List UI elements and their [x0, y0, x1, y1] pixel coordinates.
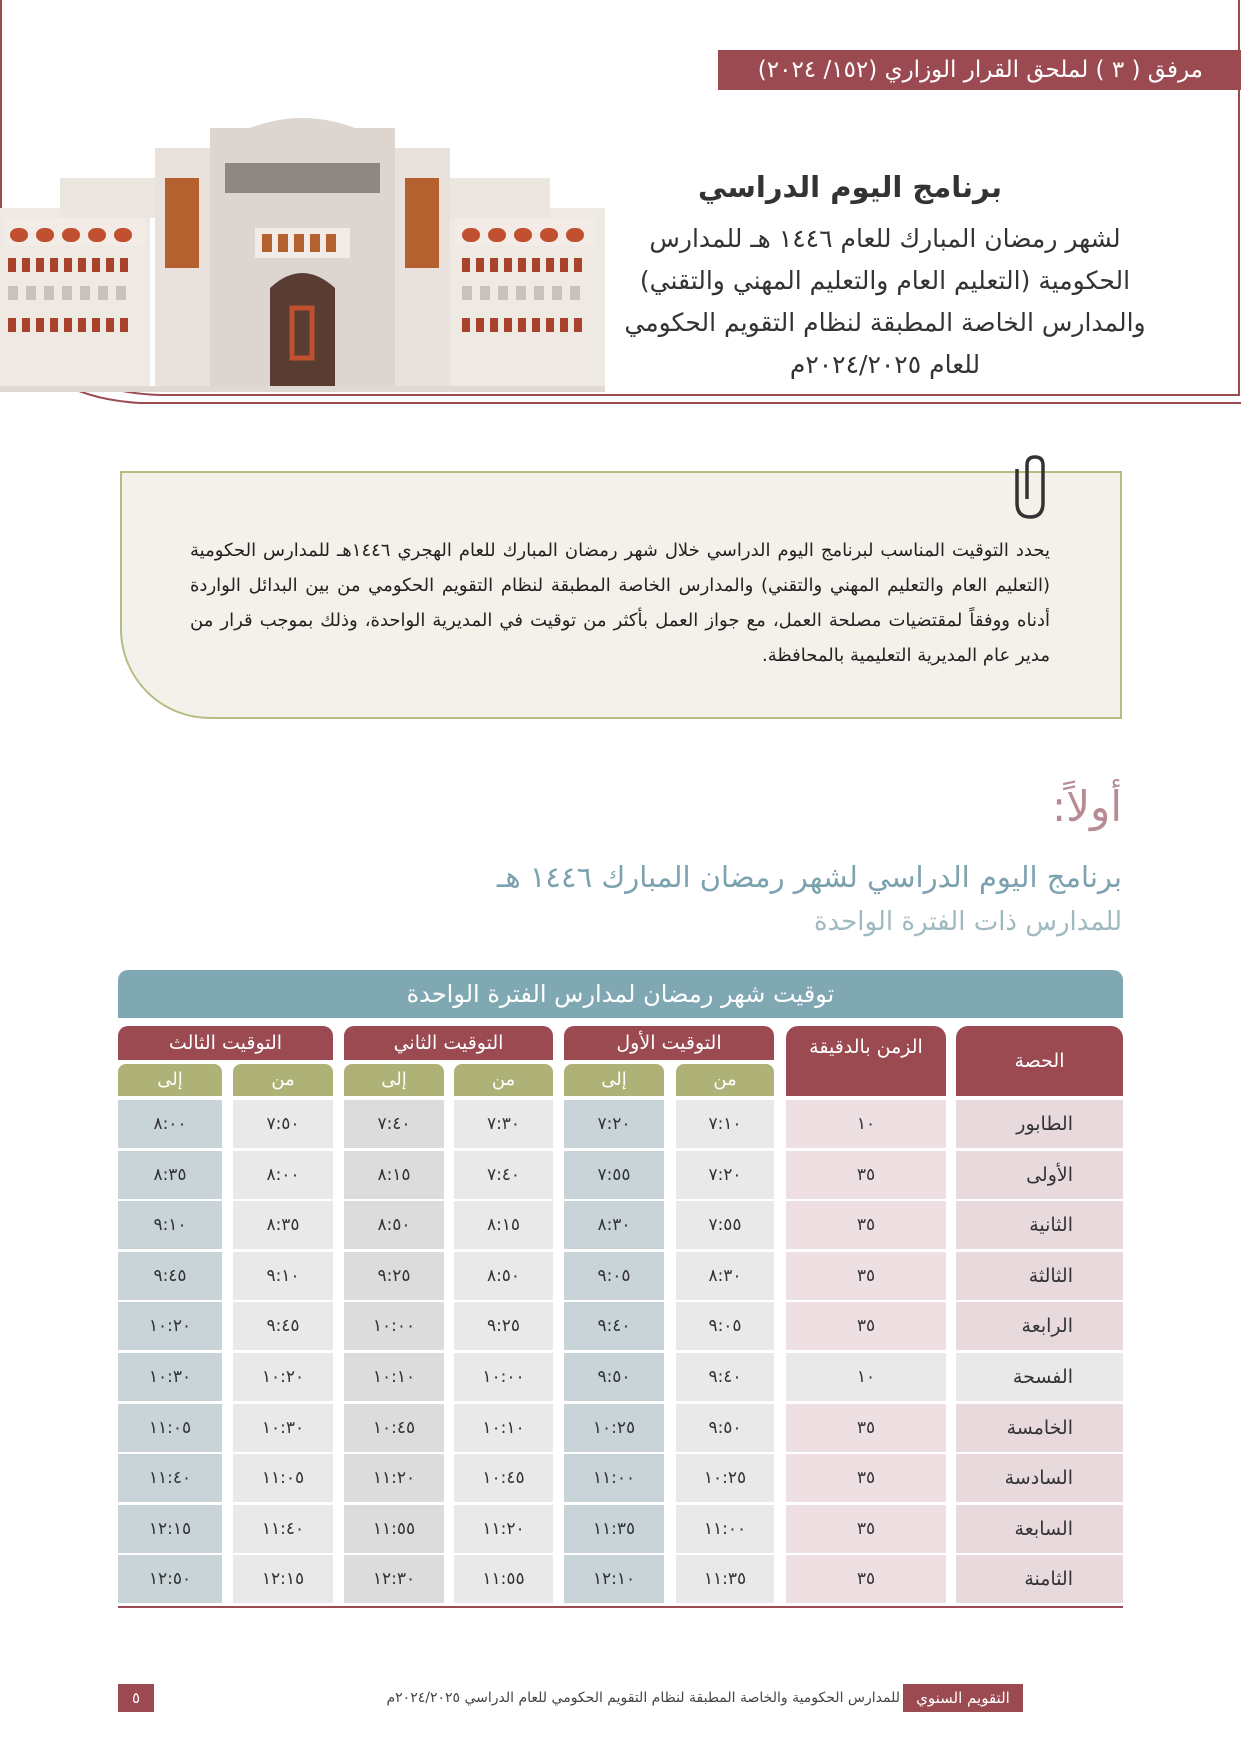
time-cell: ٩:٤٥: [118, 1252, 222, 1300]
time-cell: ٨:٥٠: [344, 1201, 444, 1249]
time-cell: ٩:٤٠: [564, 1302, 664, 1350]
time-cell: ١١:٠٥: [118, 1404, 222, 1452]
period-name-cell: الخامسة: [956, 1404, 1123, 1452]
time-cell: ١١:٠٥: [233, 1454, 333, 1502]
period-name-cell: الثالثة: [956, 1252, 1123, 1300]
column-header-duration: الزمن بالدقيقة: [786, 1026, 946, 1096]
time-cell: ٩:٠٥: [676, 1302, 774, 1350]
timing-header-first: التوقيت الأول: [564, 1026, 774, 1060]
period-name-cell: الفسحة: [956, 1353, 1123, 1401]
footer-badge: التقويم السنوي: [903, 1684, 1023, 1712]
time-cell: ٨:٣٥: [118, 1151, 222, 1199]
duration-cell: ٣٥: [786, 1302, 946, 1350]
time-cell: ١١:٥٥: [454, 1555, 553, 1603]
time-cell: ١٠:٢٥: [676, 1454, 774, 1502]
time-cell: ٧:٣٠: [454, 1100, 553, 1148]
timing-header-second: التوقيت الثاني: [344, 1026, 553, 1060]
time-cell: ١٠:١٠: [454, 1404, 553, 1452]
time-cell: ٨:٠٠: [233, 1151, 333, 1199]
time-cell: ٩:٢٥: [344, 1252, 444, 1300]
duration-cell: ١٠: [786, 1100, 946, 1148]
period-name-cell: الرابعة: [956, 1302, 1123, 1350]
time-cell: ١٠:٣٠: [118, 1353, 222, 1401]
section-title: برنامج اليوم الدراسي لشهر رمضان المبارك ١٤٤٦ هـ: [496, 860, 1122, 894]
time-cell: ١٠:٤٥: [344, 1404, 444, 1452]
time-cell: ١١:٠٠: [676, 1505, 774, 1553]
column-header-period: الحصة: [956, 1026, 1123, 1096]
time-cell: ٨:١٥: [454, 1201, 553, 1249]
duration-cell: ١٠: [786, 1353, 946, 1401]
time-cell: ١١:٢٠: [344, 1454, 444, 1502]
time-cell: ٧:٢٠: [564, 1100, 664, 1148]
time-cell: ١٠:٠٠: [454, 1353, 553, 1401]
time-cell: ١٢:١٥: [233, 1555, 333, 1603]
time-cell: ٩:١٠: [118, 1201, 222, 1249]
time-cell: ٧:٤٠: [454, 1151, 553, 1199]
duration-cell: ٣٥: [786, 1252, 946, 1300]
time-cell: ٨:٣٥: [233, 1201, 333, 1249]
duration-cell: ٣٥: [786, 1151, 946, 1199]
time-cell: ١١:٤٠: [233, 1505, 333, 1553]
time-cell: ١١:٤٠: [118, 1454, 222, 1502]
time-cell: ٧:٢٠: [676, 1151, 774, 1199]
time-cell: ١٢:٣٠: [344, 1555, 444, 1603]
time-cell: ١٢:١٥: [118, 1505, 222, 1553]
period-name-cell: الأولى: [956, 1151, 1123, 1199]
period-name-cell: الثانية: [956, 1201, 1123, 1249]
document-title: برنامج اليوم الدراسي: [698, 170, 1002, 204]
time-cell: ٨:٥٠: [454, 1252, 553, 1300]
time-cell: ٧:٥٥: [676, 1201, 774, 1249]
time-cell: ١٢:٥٠: [118, 1555, 222, 1603]
table-bottom-border: [118, 1606, 1123, 1608]
subheader-from: من: [233, 1064, 333, 1096]
time-cell: ٩:٤٠: [676, 1353, 774, 1401]
time-cell: ٨:٠٠: [118, 1100, 222, 1148]
time-cell: ٧:٥٥: [564, 1151, 664, 1199]
timing-header-third: التوقيت الثالث: [118, 1026, 333, 1060]
subheader-to: إلى: [564, 1064, 664, 1096]
duration-cell: ٣٥: [786, 1454, 946, 1502]
subheader-to: إلى: [118, 1064, 222, 1096]
time-cell: ١١:٠٠: [564, 1454, 664, 1502]
time-cell: ٩:١٠: [233, 1252, 333, 1300]
section-label: أولاً:: [1051, 782, 1122, 831]
time-cell: ٩:٠٥: [564, 1252, 664, 1300]
time-cell: ١١:٥٥: [344, 1505, 444, 1553]
time-cell: ١١:٢٠: [454, 1505, 553, 1553]
time-cell: ٨:٣٠: [564, 1201, 664, 1249]
time-cell: ١٠:١٠: [344, 1353, 444, 1401]
time-cell: ١٢:١٠: [564, 1555, 664, 1603]
duration-cell: ٣٥: [786, 1404, 946, 1452]
duration-cell: ٣٥: [786, 1505, 946, 1553]
annex-banner: مرفق ( ٣ ) لملحق القرار الوزاري (١٥٢/ ٢٠٢٤): [718, 50, 1241, 90]
page-number: ٥: [118, 1684, 154, 1712]
time-cell: ١٠:٤٥: [454, 1454, 553, 1502]
time-cell: ٨:١٥: [344, 1151, 444, 1199]
time-cell: ١١:٣٥: [676, 1555, 774, 1603]
time-cell: ١٠:٢٠: [118, 1302, 222, 1350]
time-cell: ٧:١٠: [676, 1100, 774, 1148]
time-cell: ١٠:٢٥: [564, 1404, 664, 1452]
time-cell: ١٠:٢٠: [233, 1353, 333, 1401]
document-subtitle: لشهر رمضان المبارك للعام ١٤٤٦ هـ للمدارس الحكومية (التعليم العام والتعليم المهني والتقني) والمدارس الخاصة المطبقة لنظام التقويم الحكومي للعام ٢٠٢٤/٢٠٢٥م: [624, 224, 1146, 379]
section-subtitle: للمدارس ذات الفترة الواحدة: [813, 907, 1122, 937]
time-cell: ٧:٥٠: [233, 1100, 333, 1148]
time-cell: ٩:٥٠: [676, 1404, 774, 1452]
period-name-cell: السابعة: [956, 1505, 1123, 1553]
time-cell: ١١:٣٥: [564, 1505, 664, 1553]
time-cell: ٧:٤٠: [344, 1100, 444, 1148]
duration-cell: ٣٥: [786, 1555, 946, 1603]
paperclip-icon: [1005, 455, 1055, 525]
footer-text: للمدارس الحكومية والخاصة المطبقة لنظام التقويم الحكومي للعام الدراسي ٢٠٢٤/٢٠٢٥م: [386, 1690, 900, 1706]
subheader-to: إلى: [344, 1064, 444, 1096]
time-cell: ٩:٤٥: [233, 1302, 333, 1350]
time-cell: ١٠:٠٠: [344, 1302, 444, 1350]
note-text: يحدد التوقيت المناسب لبرنامج اليوم الدراسي خلال شهر رمضان المبارك للعام الهجري ١٤٤٦هـ للمدارس الحكومية (التعليم العام والتعليم المهني والتقني) والمدارس الخاصة المطبقة لنظام التقويم الحكومي من بين البدائل الواردة أدناه ووفقاً لمقتضيات مصلحة العمل، مع جواز العمل بأكثر من توقيت في المديرية الواحدة، وذلك بموجب قرار من مدير عام المديرية التعليمية بالمحافظة.: [190, 540, 1050, 666]
time-cell: ١٠:٣٠: [233, 1404, 333, 1452]
period-name-cell: السادسة: [956, 1454, 1123, 1502]
period-name-cell: الثامنة: [956, 1555, 1123, 1603]
ministry-building-illustration: [0, 118, 610, 398]
table-banner: توقيت شهر رمضان لمدارس الفترة الواحدة: [118, 970, 1123, 1018]
period-name-cell: الطابور: [956, 1100, 1123, 1148]
time-cell: ٩:٢٥: [454, 1302, 553, 1350]
time-cell: ٩:٥٠: [564, 1353, 664, 1401]
duration-cell: ٣٥: [786, 1201, 946, 1249]
subheader-from: من: [676, 1064, 774, 1096]
subheader-from: من: [454, 1064, 553, 1096]
time-cell: ٨:٣٠: [676, 1252, 774, 1300]
